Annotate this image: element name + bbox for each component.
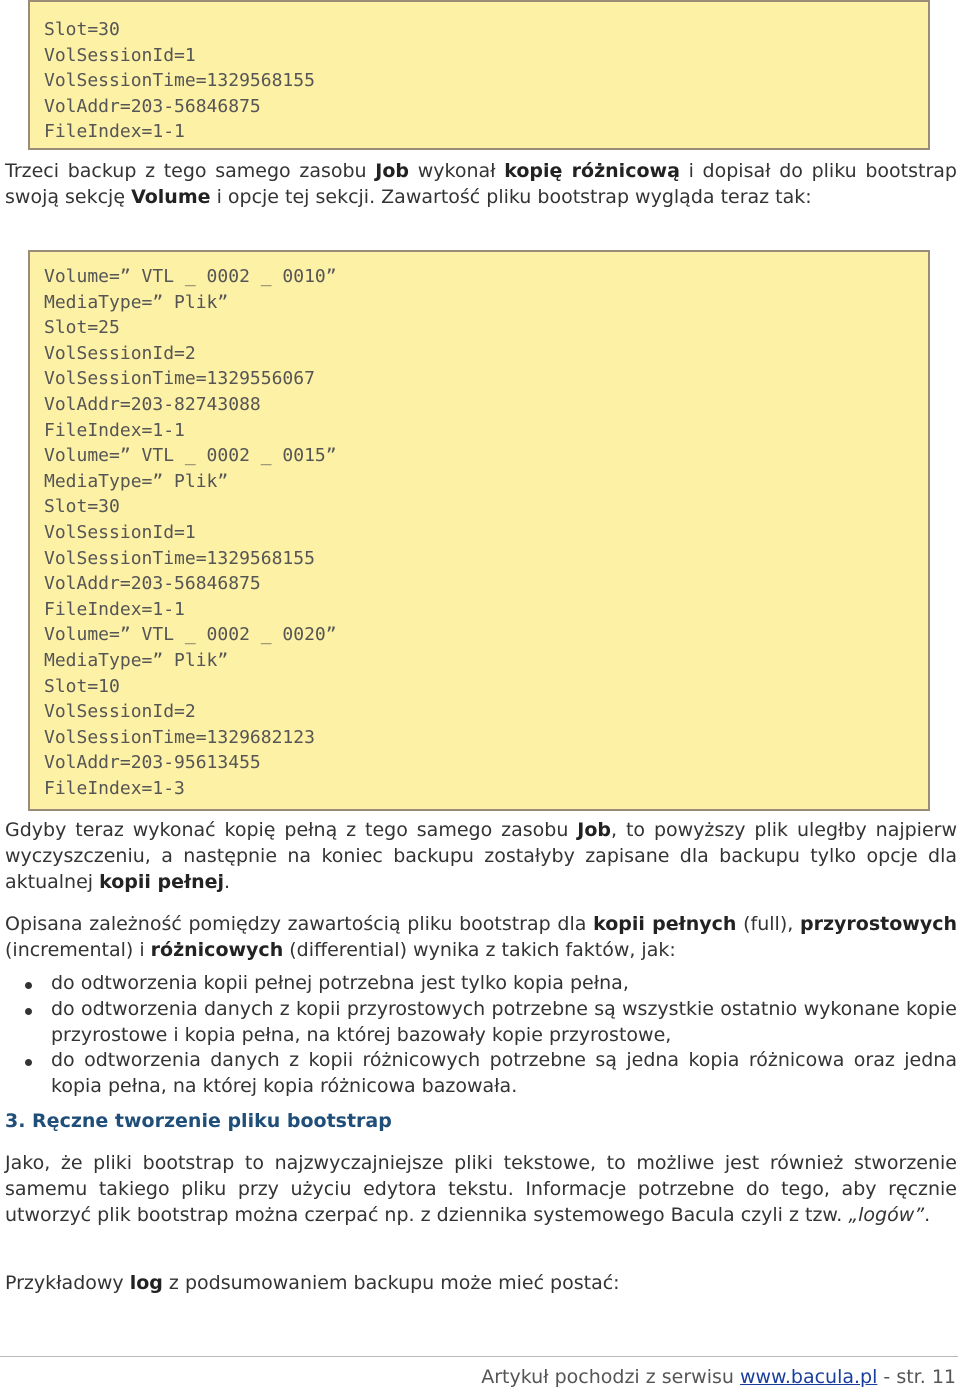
code-line: MediaType=” Plik” bbox=[44, 470, 229, 492]
bold-text: kopii pełnej bbox=[99, 870, 224, 893]
code-line: Volume=” VTL _ 0002 _ 0020” bbox=[44, 624, 337, 646]
text: Trzeci backup z tego samego zasobu bbox=[5, 160, 376, 182]
bold-text: kopię różnicową bbox=[504, 160, 680, 182]
list-item bbox=[0, 971, 957, 997]
bullet-list bbox=[0, 971, 957, 1100]
code-line: Slot=25 bbox=[44, 317, 120, 339]
code-box-1 bbox=[28, 0, 930, 150]
italic-text: „logów” bbox=[848, 1203, 925, 1226]
text: . bbox=[924, 1203, 931, 1226]
paragraph-4 bbox=[5, 1151, 957, 1228]
code-line: MediaType=” Plik” bbox=[44, 649, 229, 671]
text: (full), bbox=[736, 913, 800, 935]
page-footer bbox=[481, 1364, 956, 1390]
paragraph-5 bbox=[5, 1271, 957, 1297]
code-line: Volume=” VTL _ 0002 _ 0015” bbox=[44, 445, 337, 467]
code-line: VolSessionTime=1329568155 bbox=[44, 547, 315, 569]
text: wykonał bbox=[409, 160, 505, 182]
code-line: Slot=30 bbox=[44, 496, 120, 518]
footer-divider bbox=[0, 1356, 958, 1357]
bold-text: log bbox=[129, 1272, 163, 1294]
code-line: Slot=10 bbox=[44, 675, 120, 697]
bold-text: kopii pełnych bbox=[593, 913, 737, 935]
code-line: VolSessionTime=1329568155 bbox=[44, 70, 315, 92]
bullet-icon bbox=[25, 982, 32, 989]
bold-text: Volume bbox=[131, 185, 211, 208]
paragraph-2 bbox=[5, 818, 957, 895]
bullet-icon bbox=[25, 1008, 32, 1015]
bold-text: różnicowych bbox=[150, 938, 284, 961]
code-line: VolSessionId=2 bbox=[44, 342, 196, 364]
section-heading: 3. Ręczne tworzenie pliku bootstrap bbox=[5, 1110, 392, 1132]
bullet-icon bbox=[25, 1059, 32, 1066]
code-line: FileIndex=1-1 bbox=[44, 419, 185, 441]
text: Przykładowy bbox=[5, 1272, 130, 1294]
paragraph-1 bbox=[5, 159, 957, 211]
code-line: VolAddr=203-56846875 bbox=[44, 95, 261, 117]
text: , to powyższy plik uległby najpierw wyczyszczeniu, a następnie na koniec backupu zostałyby zapisane dla backupu tylko opcje dla aktualnej bbox=[5, 819, 957, 893]
code-line: VolSessionId=1 bbox=[44, 44, 196, 66]
text: (incremental) i bbox=[5, 938, 151, 961]
text: Gdyby teraz wykonać kopię pełną z tego samego zasobu bbox=[5, 819, 578, 841]
list-item-text: do odtworzenia danych z kopii przyrostowych potrzebne są wszystkie ostatnio wykonane kopie przyrostowe i kopia pełna, na której bazowały kopie przyrostowe, bbox=[51, 997, 957, 1046]
text: . bbox=[224, 870, 231, 893]
code-line: VolAddr=203-95613455 bbox=[44, 752, 261, 774]
footer-link[interactable]: www.bacula.pl bbox=[739, 1366, 878, 1388]
page-number: - str. 11 bbox=[877, 1366, 956, 1388]
code-line: VolAddr=203-56846875 bbox=[44, 573, 261, 595]
bold-text: Job bbox=[577, 819, 612, 841]
footer-text: Artykuł pochodzi z serwisu bbox=[481, 1366, 740, 1388]
text: i opcje tej sekcji. Zawartość pliku bootstrap wygląda teraz tak: bbox=[210, 185, 812, 208]
code-line: FileIndex=1-1 bbox=[44, 121, 185, 143]
list-item-text: do odtworzenia danych z kopii różnicowych potrzebne są jedna kopia różnicowa oraz jedna kopia pełna, na której kopia różnicowa bazowała. bbox=[51, 1049, 957, 1098]
bold-text: Job bbox=[375, 160, 410, 182]
code-line: Slot=30 bbox=[44, 19, 120, 40]
text: z podsumowaniem backupu może mieć postać: bbox=[162, 1272, 620, 1294]
text: (differential) wynika z takich faktów, jak: bbox=[283, 938, 676, 961]
code-box-2 bbox=[28, 250, 930, 811]
text: Opisana zależność pomiędzy zawartością pliku bootstrap dla bbox=[5, 913, 594, 935]
paragraph-3 bbox=[5, 912, 957, 964]
code-line: VolSessionTime=1329556067 bbox=[44, 368, 315, 390]
code-line: VolAddr=203-82743088 bbox=[44, 393, 261, 415]
code-line: FileIndex=1-1 bbox=[44, 598, 185, 620]
code-line: MediaType=” Plik” bbox=[44, 291, 229, 313]
text: i dopisał do pliku bootstrap swoją sekcję bbox=[5, 160, 957, 208]
list-item-text: do odtworzenia kopii pełnej potrzebna jest tylko kopia pełna, bbox=[51, 972, 629, 994]
code-line: VolSessionTime=1329682123 bbox=[44, 726, 315, 748]
code-line: FileIndex=1-3 bbox=[44, 777, 185, 799]
text: Jako, że pliki bootstrap to najzwyczajniejsze pliki tekstowe, to możliwe jest również stworzenie samemu takiego pliku przy użyciu edytora tekstu. Informacje potrzebne do tego, aby ręcznie utworzyć plik bootstrap można czerpać np. z dziennika systemowego Bacula czyli z tzw. bbox=[5, 1152, 957, 1226]
code-line: VolSessionId=2 bbox=[44, 701, 196, 723]
code-line: Volume=” VTL _ 0002 _ 0010” bbox=[44, 266, 337, 287]
list-item bbox=[0, 997, 957, 1049]
list-item bbox=[0, 1048, 957, 1100]
bold-text: przyrostowych bbox=[799, 913, 957, 935]
code-line: VolSessionId=1 bbox=[44, 521, 196, 543]
